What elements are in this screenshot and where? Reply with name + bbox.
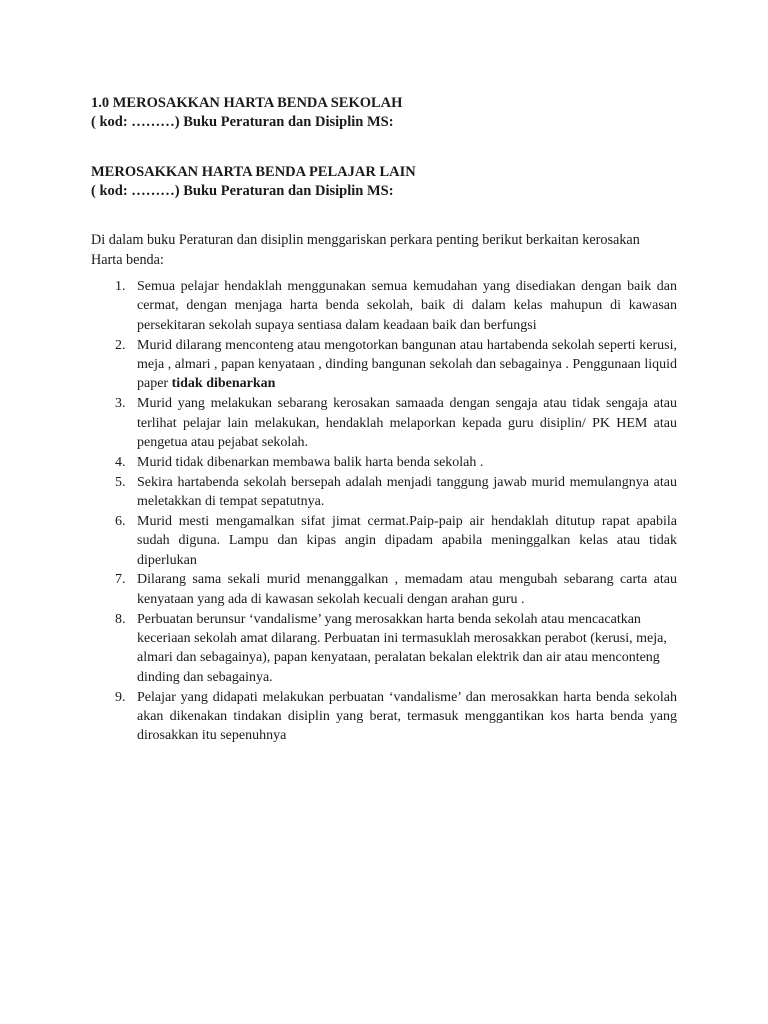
- rules-list: [115, 277, 677, 746]
- list-number: 7.: [115, 572, 126, 588]
- subsection-title: MEROSAKKAN HARTA BENDA PELAJAR LAIN: [91, 164, 416, 180]
- list-text: Pelajar yang didapati melakukan perbuatan ‘vandalisme’ dan merosakkan harta benda sekolah akan dikenakan tindakan disiplin yang berat, termasuk menggantikan kos harta benda yang dirosakkan itu sepenuhnya: [137, 689, 677, 744]
- section-title: 1.0 MEROSAKKAN HARTA BENDA SEKOLAH: [91, 95, 403, 111]
- list-item: [115, 570, 677, 609]
- list-text: Murid tidak dibenarkan membawa balik harta benda sekolah .: [137, 454, 484, 470]
- list-number: 4.: [115, 454, 126, 470]
- list-item: [115, 453, 677, 472]
- emphasis-text: tidak dibenarkan: [171, 376, 276, 392]
- list-text: Semua pelajar hendaklah menggunakan semua kemudahan yang disediakan dengan baik dan cermat, dengan menjaga harta benda sekolah, baik di dalam kelas mahupun di kawasan persekitaran sekolah supaya sentiasa dalam keadaan baik dan berfungsi: [137, 279, 677, 333]
- list-text: Sekira hartabenda sekolah bersepah adalah menjadi tanggung jawab murid memulangnya atau meletakkan di tempat sepatutnya.: [137, 474, 677, 510]
- list-item: [115, 610, 677, 688]
- section-code-line: ( kod: ………) Buku Peraturan dan Disiplin MS:: [91, 114, 394, 130]
- subsection-code-line: ( kod: ………) Buku Peraturan dan Disiplin MS:: [91, 183, 394, 199]
- list-number: 2.: [115, 337, 126, 353]
- list-text: Murid mesti mengamalkan sifat jimat cermat.Paip-paip air hendaklah ditutup rapat apabila sudah diguna. Lampu dan kipas angin dipadam apabila meninggalkan kelas atau tidak diperlukan: [137, 513, 677, 568]
- list-text: Murid yang melakukan sebarang kerosakan samaada dengan sengaja atau tidak sengaja atau terlihat pelajar lain melakukan, hendaklah melaporkan kepada guru disiplin/ PK HEM atau pengetua atau pejabat sekolah.: [137, 396, 677, 451]
- list-number: 5.: [115, 474, 126, 490]
- list-item: [115, 336, 677, 394]
- list-number: 8.: [115, 611, 126, 627]
- list-number: 3.: [115, 396, 126, 412]
- list-item: [115, 512, 677, 570]
- list-text-wrapper: [137, 336, 677, 394]
- list-item: [115, 394, 677, 452]
- list-item: [115, 277, 677, 335]
- list-item: [115, 473, 677, 512]
- list-text: Dilarang sama sekali murid menanggalkan , memadam atau mengubah sebarang carta atau kenyataan yang ada di kawasan sekolah kecuali dengan arahan guru .: [137, 572, 677, 607]
- list-text: Perbuatan berunsur ‘vandalisme’ yang merosakkan harta benda sekolah atau mencacatkan keceriaan sekolah amat dilarang. Perbuatan ini termasuklah merosakkan perabot (kerusi, meja, almari dan sebagainya), papan kenyataan, peralatan bekalan elektrik dan air atau menconteng dinding dan sebagainya.: [137, 611, 667, 685]
- list-number: 9.: [115, 689, 126, 705]
- list-text: Murid dilarang menconteng atau mengotorkan bangunan atau hartabenda sekolah seperti kerusi, meja , almari , papan kenyataan , dinding bangunan sekolah dan sebagainya . Penggunaan liquid paper: [137, 337, 677, 392]
- intro-paragraph: Di dalam buku Peraturan dan disiplin menggariskan perkara penting berikut berkaitan kerosakan Harta benda:: [91, 232, 640, 268]
- list-number: 1.: [115, 279, 126, 294]
- list-number: 6.: [115, 513, 126, 529]
- list-item: [115, 688, 677, 746]
